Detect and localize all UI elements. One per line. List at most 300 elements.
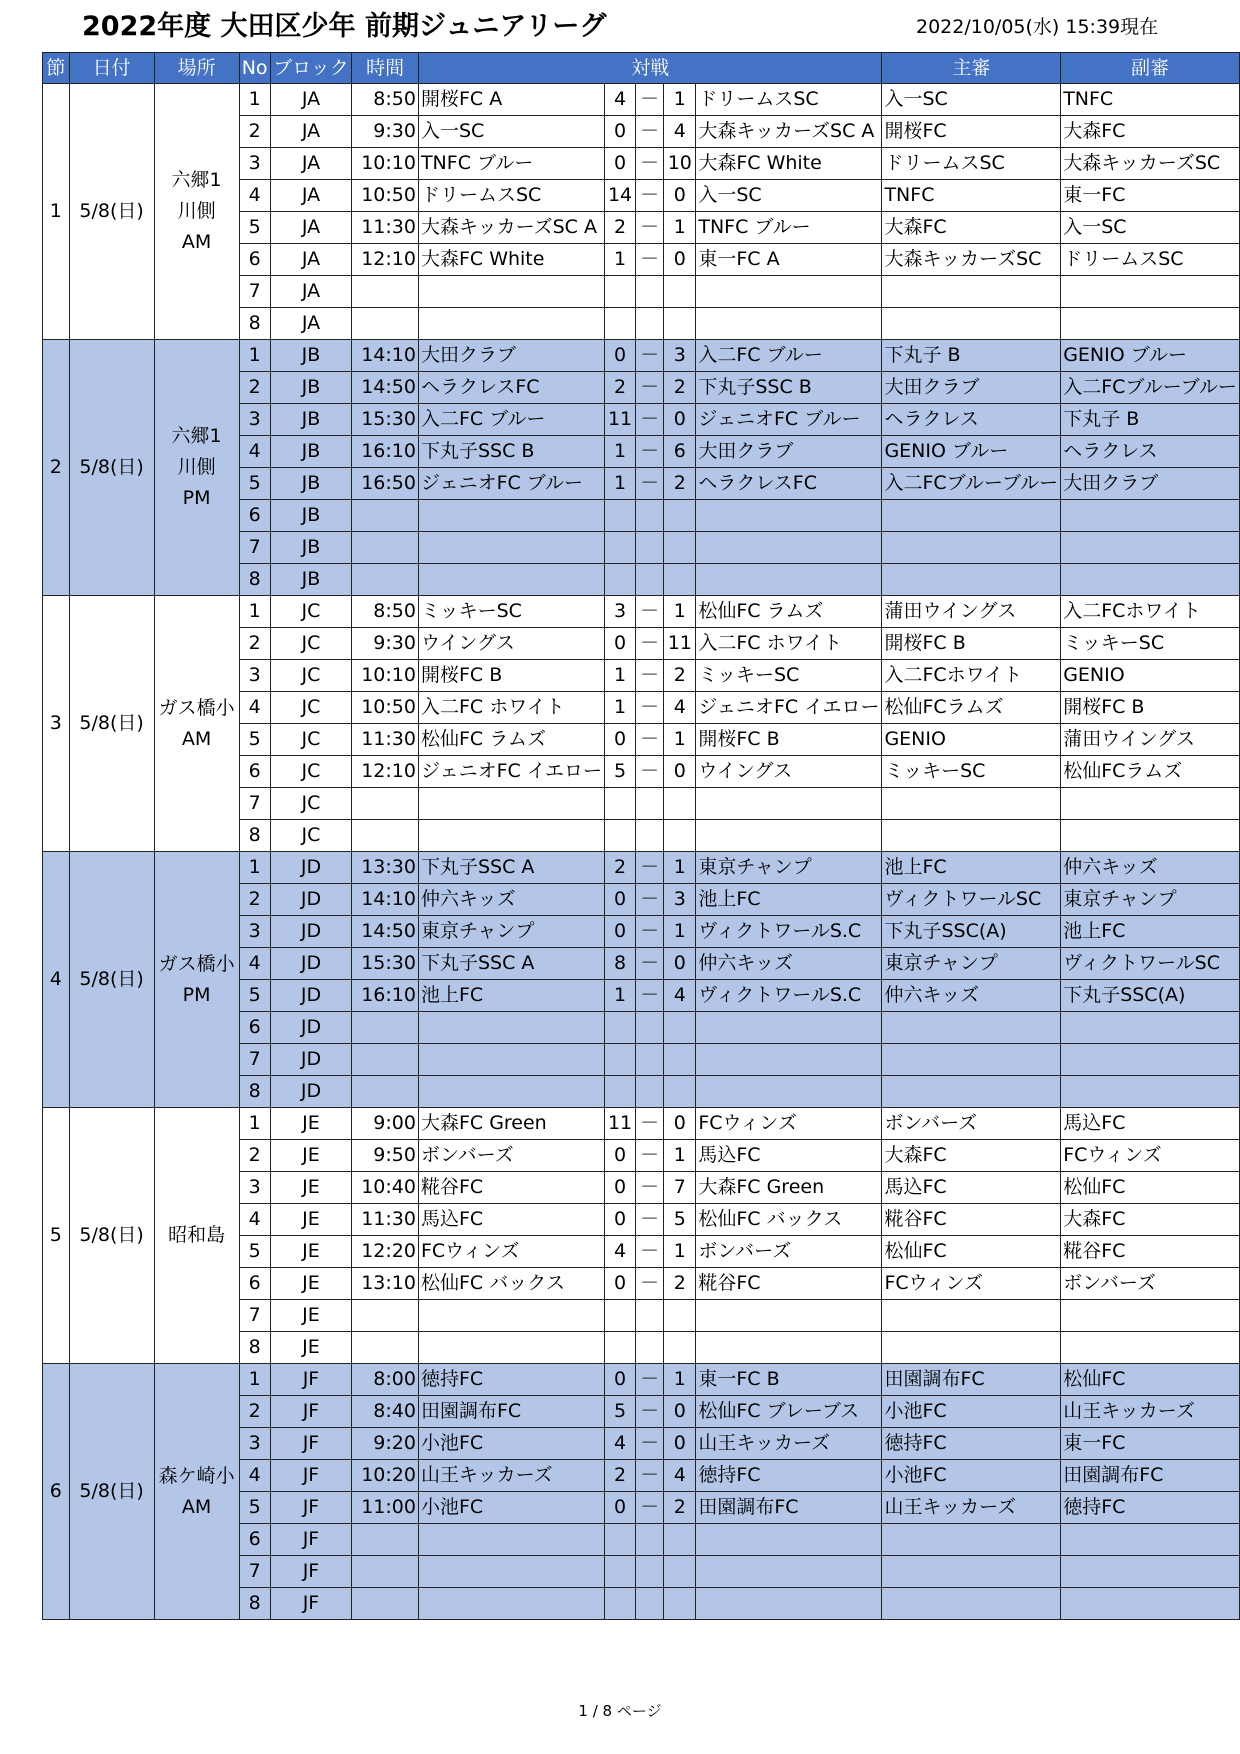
- home-score: 2: [605, 852, 636, 884]
- schedule-body: [43, 84, 1240, 1620]
- assistant-cell: 東京チャンプ: [1061, 884, 1240, 916]
- home-score: 1: [605, 244, 636, 276]
- referee-cell: 下丸子 B: [882, 340, 1061, 372]
- home-score: 0: [605, 1364, 636, 1396]
- home-team: ジェニオFC イエロー: [418, 756, 604, 788]
- block-cell: JD: [270, 916, 352, 948]
- away-team: 山王キッカーズ: [696, 1428, 882, 1460]
- away-score: 4: [664, 980, 696, 1012]
- referee-cell: 開桜FC: [882, 116, 1061, 148]
- away-score: 0: [664, 180, 696, 212]
- away-score: 0: [664, 1396, 696, 1428]
- score-dash: [636, 1588, 664, 1620]
- time-cell: 15:30: [352, 404, 419, 436]
- block-cell: JB: [270, 340, 352, 372]
- away-score: 1: [664, 212, 696, 244]
- away-score: 0: [664, 1108, 696, 1140]
- away-score: 0: [664, 404, 696, 436]
- score-dash: －: [636, 916, 664, 948]
- home-score: 4: [605, 1236, 636, 1268]
- time-cell: 11:30: [352, 212, 419, 244]
- away-score: 6: [664, 436, 696, 468]
- place-cell: [154, 340, 239, 596]
- place-line: AM: [181, 231, 212, 253]
- home-team: 入二FC ホワイト: [418, 692, 604, 724]
- time-cell: [352, 1524, 419, 1556]
- match-no: 2: [239, 1396, 270, 1428]
- match-no: 5: [239, 468, 270, 500]
- score-dash: －: [636, 436, 664, 468]
- assistant-cell: [1061, 308, 1240, 340]
- home-team: ドリームスSC: [418, 180, 604, 212]
- referee-cell: [882, 1012, 1061, 1044]
- score-dash: [636, 500, 664, 532]
- block-cell: JA: [270, 116, 352, 148]
- match-no: 6: [239, 1524, 270, 1556]
- assistant-cell: ミッキーSC: [1061, 628, 1240, 660]
- away-score: 4: [664, 1460, 696, 1492]
- match-no: 8: [239, 1588, 270, 1620]
- away-team: 東一FC A: [696, 244, 882, 276]
- referee-cell: 松仙FC: [882, 1236, 1061, 1268]
- home-team: [418, 276, 604, 308]
- away-team: 糀谷FC: [696, 1268, 882, 1300]
- referee-cell: 池上FC: [882, 852, 1061, 884]
- place-cell: [154, 84, 239, 340]
- away-score: 10: [664, 148, 696, 180]
- place-line: ガス橋小: [158, 696, 235, 719]
- away-score: 4: [664, 116, 696, 148]
- timestamp: 2022/10/05(水) 15:39現在: [916, 16, 1159, 38]
- away-score: [664, 1524, 696, 1556]
- away-team: 松仙FC ブレーブス: [696, 1396, 882, 1428]
- table-row: [43, 84, 1240, 116]
- time-cell: 8:50: [352, 596, 419, 628]
- away-team: [696, 788, 882, 820]
- assistant-cell: 馬込FC: [1061, 1108, 1240, 1140]
- home-score: 1: [605, 468, 636, 500]
- match-no: 4: [239, 692, 270, 724]
- home-score: 0: [605, 1204, 636, 1236]
- home-team: ミッキーSC: [418, 596, 604, 628]
- block-cell: JE: [270, 1236, 352, 1268]
- score-dash: －: [636, 1172, 664, 1204]
- home-team: ウイングス: [418, 628, 604, 660]
- referee-cell: [882, 1556, 1061, 1588]
- score-dash: －: [636, 724, 664, 756]
- away-score: [664, 1044, 696, 1076]
- assistant-cell: 大田クラブ: [1061, 468, 1240, 500]
- match-no: 3: [239, 1428, 270, 1460]
- block-cell: JE: [270, 1204, 352, 1236]
- home-team: [418, 1076, 604, 1108]
- time-cell: 10:40: [352, 1172, 419, 1204]
- header-match: 対戦: [418, 53, 882, 84]
- block-cell: JD: [270, 1012, 352, 1044]
- home-score: [605, 1300, 636, 1332]
- time-cell: 14:10: [352, 340, 419, 372]
- assistant-cell: [1061, 276, 1240, 308]
- away-score: 1: [664, 724, 696, 756]
- time-cell: [352, 788, 419, 820]
- home-team: 下丸子SSC A: [418, 948, 604, 980]
- block-cell: JF: [270, 1428, 352, 1460]
- block-cell: JA: [270, 308, 352, 340]
- away-team: TNFC ブルー: [696, 212, 882, 244]
- away-score: [664, 1076, 696, 1108]
- away-team: 大森FC White: [696, 148, 882, 180]
- home-score: 2: [605, 212, 636, 244]
- match-no: 1: [239, 852, 270, 884]
- home-score: 0: [605, 916, 636, 948]
- score-dash: [636, 1044, 664, 1076]
- time-cell: 11:00: [352, 1492, 419, 1524]
- match-no: 5: [239, 1492, 270, 1524]
- away-score: 0: [664, 244, 696, 276]
- referee-cell: 糀谷FC: [882, 1204, 1061, 1236]
- home-team: [418, 1044, 604, 1076]
- score-dash: －: [636, 404, 664, 436]
- home-team: [418, 1556, 604, 1588]
- match-no: 1: [239, 84, 270, 116]
- place-cell: [154, 1108, 239, 1364]
- match-no: 8: [239, 1332, 270, 1364]
- home-score: [605, 308, 636, 340]
- date-cell: 5/8(日): [69, 1108, 154, 1364]
- time-cell: [352, 1332, 419, 1364]
- home-team: [418, 820, 604, 852]
- home-score: 0: [605, 148, 636, 180]
- away-score: 5: [664, 1204, 696, 1236]
- score-dash: [636, 820, 664, 852]
- home-team: 山王キッカーズ: [418, 1460, 604, 1492]
- time-cell: [352, 1044, 419, 1076]
- referee-cell: 仲六キッズ: [882, 980, 1061, 1012]
- away-score: 1: [664, 84, 696, 116]
- place-line: ガス橋小: [158, 952, 235, 975]
- match-no: 3: [239, 916, 270, 948]
- away-team: 大森FC Green: [696, 1172, 882, 1204]
- score-dash: －: [636, 1460, 664, 1492]
- home-score: [605, 1044, 636, 1076]
- header-time: 時間: [352, 53, 419, 84]
- assistant-cell: [1061, 532, 1240, 564]
- away-score: [664, 788, 696, 820]
- home-team: [418, 1012, 604, 1044]
- away-team: [696, 1012, 882, 1044]
- match-no: 5: [239, 1236, 270, 1268]
- time-cell: 11:30: [352, 1204, 419, 1236]
- away-team: [696, 1588, 882, 1620]
- time-cell: 13:10: [352, 1268, 419, 1300]
- block-cell: JA: [270, 84, 352, 116]
- block-cell: JE: [270, 1140, 352, 1172]
- assistant-cell: ヘラクレス: [1061, 436, 1240, 468]
- block-cell: JD: [270, 852, 352, 884]
- time-cell: [352, 500, 419, 532]
- away-team: [696, 532, 882, 564]
- score-dash: [636, 1524, 664, 1556]
- referee-cell: 馬込FC: [882, 1172, 1061, 1204]
- away-team: [696, 1556, 882, 1588]
- referee-cell: 松仙FCラムズ: [882, 692, 1061, 724]
- home-team: ヘラクレスFC: [418, 372, 604, 404]
- score-dash: －: [636, 84, 664, 116]
- header-assistant: 副審: [1061, 53, 1240, 84]
- home-team: [418, 1588, 604, 1620]
- place-line: 六郷1: [171, 169, 222, 191]
- away-team: 大田クラブ: [696, 436, 882, 468]
- schedule-table: [42, 52, 1240, 1620]
- assistant-cell: [1061, 1588, 1240, 1620]
- home-team: [418, 500, 604, 532]
- home-team: 糀谷FC: [418, 1172, 604, 1204]
- assistant-cell: 松仙FCラムズ: [1061, 756, 1240, 788]
- referee-cell: FCウィンズ: [882, 1268, 1061, 1300]
- match-no: 5: [239, 980, 270, 1012]
- time-cell: 10:50: [352, 180, 419, 212]
- referee-cell: 大森キッカーズSC: [882, 244, 1061, 276]
- assistant-cell: [1061, 1332, 1240, 1364]
- referee-cell: 大森FC: [882, 1140, 1061, 1172]
- away-team: [696, 820, 882, 852]
- referee-cell: [882, 1044, 1061, 1076]
- home-score: 2: [605, 1460, 636, 1492]
- block-cell: JC: [270, 660, 352, 692]
- time-cell: 14:50: [352, 372, 419, 404]
- score-dash: －: [636, 340, 664, 372]
- referee-cell: 大森FC: [882, 212, 1061, 244]
- home-team: [418, 1524, 604, 1556]
- assistant-cell: [1061, 1044, 1240, 1076]
- assistant-cell: ボンバーズ: [1061, 1268, 1240, 1300]
- assistant-cell: 蒲田ウイングス: [1061, 724, 1240, 756]
- referee-cell: 小池FC: [882, 1460, 1061, 1492]
- assistant-cell: ドリームスSC: [1061, 244, 1240, 276]
- home-team: 大森キッカーズSC A: [418, 212, 604, 244]
- home-score: 4: [605, 1428, 636, 1460]
- referee-cell: [882, 308, 1061, 340]
- home-team: 下丸子SSC B: [418, 436, 604, 468]
- match-no: 3: [239, 148, 270, 180]
- assistant-cell: [1061, 820, 1240, 852]
- referee-cell: 東京チャンプ: [882, 948, 1061, 980]
- home-score: [605, 820, 636, 852]
- match-no: 4: [239, 948, 270, 980]
- score-dash: [636, 532, 664, 564]
- time-cell: [352, 308, 419, 340]
- block-cell: JC: [270, 756, 352, 788]
- home-score: [605, 1556, 636, 1588]
- away-score: 0: [664, 1428, 696, 1460]
- assistant-cell: 山王キッカーズ: [1061, 1396, 1240, 1428]
- referee-cell: 開桜FC B: [882, 628, 1061, 660]
- assistant-cell: [1061, 500, 1240, 532]
- away-team: 入二FC ブルー: [696, 340, 882, 372]
- time-cell: 16:10: [352, 436, 419, 468]
- score-dash: [636, 1076, 664, 1108]
- home-score: 5: [605, 1396, 636, 1428]
- block-cell: JC: [270, 628, 352, 660]
- home-score: 3: [605, 596, 636, 628]
- referee-cell: GENIO: [882, 724, 1061, 756]
- home-team: 松仙FC ラムズ: [418, 724, 604, 756]
- match-no: 6: [239, 500, 270, 532]
- score-dash: －: [636, 884, 664, 916]
- section-cell: 4: [43, 852, 70, 1108]
- assistant-cell: 下丸子SSC(A): [1061, 980, 1240, 1012]
- away-score: [664, 820, 696, 852]
- referee-cell: [882, 820, 1061, 852]
- home-team: ボンバーズ: [418, 1140, 604, 1172]
- time-cell: 12:10: [352, 756, 419, 788]
- match-no: 5: [239, 724, 270, 756]
- time-cell: 9:00: [352, 1108, 419, 1140]
- home-team: 入二FC ブルー: [418, 404, 604, 436]
- block-cell: JD: [270, 1076, 352, 1108]
- away-team: 下丸子SSC B: [696, 372, 882, 404]
- home-team: 徳持FC: [418, 1364, 604, 1396]
- away-team: ジェニオFC ブルー: [696, 404, 882, 436]
- assistant-cell: 東一FC: [1061, 180, 1240, 212]
- away-team: 大森キッカーズSC A: [696, 116, 882, 148]
- block-cell: JC: [270, 820, 352, 852]
- block-cell: JF: [270, 1396, 352, 1428]
- block-cell: JE: [270, 1332, 352, 1364]
- referee-cell: [882, 532, 1061, 564]
- match-no: 6: [239, 756, 270, 788]
- away-score: 1: [664, 916, 696, 948]
- home-team: ジェニオFC ブルー: [418, 468, 604, 500]
- block-cell: JA: [270, 180, 352, 212]
- match-no: 3: [239, 1172, 270, 1204]
- referee-cell: [882, 1332, 1061, 1364]
- block-cell: JB: [270, 372, 352, 404]
- away-score: 2: [664, 1492, 696, 1524]
- home-score: [605, 788, 636, 820]
- away-score: [664, 1588, 696, 1620]
- match-no: 2: [239, 884, 270, 916]
- score-dash: －: [636, 980, 664, 1012]
- block-cell: JD: [270, 1044, 352, 1076]
- score-dash: －: [636, 180, 664, 212]
- block-cell: JB: [270, 436, 352, 468]
- block-cell: JD: [270, 948, 352, 980]
- table-row: [43, 340, 1240, 372]
- score-dash: －: [636, 852, 664, 884]
- time-cell: 10:50: [352, 692, 419, 724]
- home-team: 大森FC Green: [418, 1108, 604, 1140]
- time-cell: 10:10: [352, 660, 419, 692]
- header-row: [43, 53, 1240, 84]
- block-cell: JD: [270, 980, 352, 1012]
- away-score: [664, 500, 696, 532]
- home-score: 0: [605, 628, 636, 660]
- date-cell: 5/8(日): [69, 340, 154, 596]
- time-cell: 13:30: [352, 852, 419, 884]
- away-score: [664, 276, 696, 308]
- away-score: 2: [664, 660, 696, 692]
- home-team: 入一SC: [418, 116, 604, 148]
- referee-cell: [882, 788, 1061, 820]
- time-cell: 14:10: [352, 884, 419, 916]
- time-cell: 16:50: [352, 468, 419, 500]
- match-no: 6: [239, 1012, 270, 1044]
- away-score: 0: [664, 948, 696, 980]
- block-cell: JA: [270, 276, 352, 308]
- home-team: [418, 1300, 604, 1332]
- match-no: 8: [239, 564, 270, 596]
- match-no: 2: [239, 372, 270, 404]
- score-dash: －: [636, 1428, 664, 1460]
- away-team: 徳持FC: [696, 1460, 882, 1492]
- block-cell: JC: [270, 788, 352, 820]
- home-team: 仲六キッズ: [418, 884, 604, 916]
- place-line: 六郷1: [171, 425, 222, 447]
- home-team: [418, 788, 604, 820]
- home-score: 0: [605, 1172, 636, 1204]
- away-team: 入一SC: [696, 180, 882, 212]
- assistant-cell: [1061, 1524, 1240, 1556]
- time-cell: 8:50: [352, 84, 419, 116]
- home-team: 松仙FC バックス: [418, 1268, 604, 1300]
- away-score: 7: [664, 1172, 696, 1204]
- assistant-cell: 入一SC: [1061, 212, 1240, 244]
- block-cell: JB: [270, 404, 352, 436]
- block-cell: JC: [270, 596, 352, 628]
- referee-cell: ヘラクレス: [882, 404, 1061, 436]
- date-cell: 5/8(日): [69, 1364, 154, 1620]
- home-score: 0: [605, 116, 636, 148]
- block-cell: JF: [270, 1364, 352, 1396]
- home-score: 8: [605, 948, 636, 980]
- time-cell: [352, 1588, 419, 1620]
- assistant-cell: [1061, 788, 1240, 820]
- table-row: [43, 596, 1240, 628]
- home-team: 開桜FC A: [418, 84, 604, 116]
- away-team: [696, 500, 882, 532]
- score-dash: －: [636, 244, 664, 276]
- assistant-cell: 松仙FC: [1061, 1364, 1240, 1396]
- home-team: TNFC ブルー: [418, 148, 604, 180]
- home-score: 0: [605, 1492, 636, 1524]
- block-cell: JF: [270, 1588, 352, 1620]
- time-cell: 12:10: [352, 244, 419, 276]
- away-team: 田園調布FC: [696, 1492, 882, 1524]
- section-cell: 5: [43, 1108, 70, 1364]
- time-cell: 9:30: [352, 628, 419, 660]
- match-no: 7: [239, 1044, 270, 1076]
- home-score: [605, 276, 636, 308]
- home-score: 1: [605, 980, 636, 1012]
- section-cell: 2: [43, 340, 70, 596]
- time-cell: [352, 1012, 419, 1044]
- match-no: 1: [239, 1364, 270, 1396]
- date-cell: 5/8(日): [69, 852, 154, 1108]
- time-cell: [352, 1076, 419, 1108]
- score-dash: [636, 1300, 664, 1332]
- score-dash: －: [636, 1492, 664, 1524]
- time-cell: 10:10: [352, 148, 419, 180]
- header-referee: 主審: [882, 53, 1061, 84]
- assistant-cell: 入二FCブルーブルー: [1061, 372, 1240, 404]
- time-cell: 10:20: [352, 1460, 419, 1492]
- home-score: [605, 1588, 636, 1620]
- score-dash: [636, 1012, 664, 1044]
- home-score: 0: [605, 724, 636, 756]
- score-dash: －: [636, 148, 664, 180]
- block-cell: JA: [270, 244, 352, 276]
